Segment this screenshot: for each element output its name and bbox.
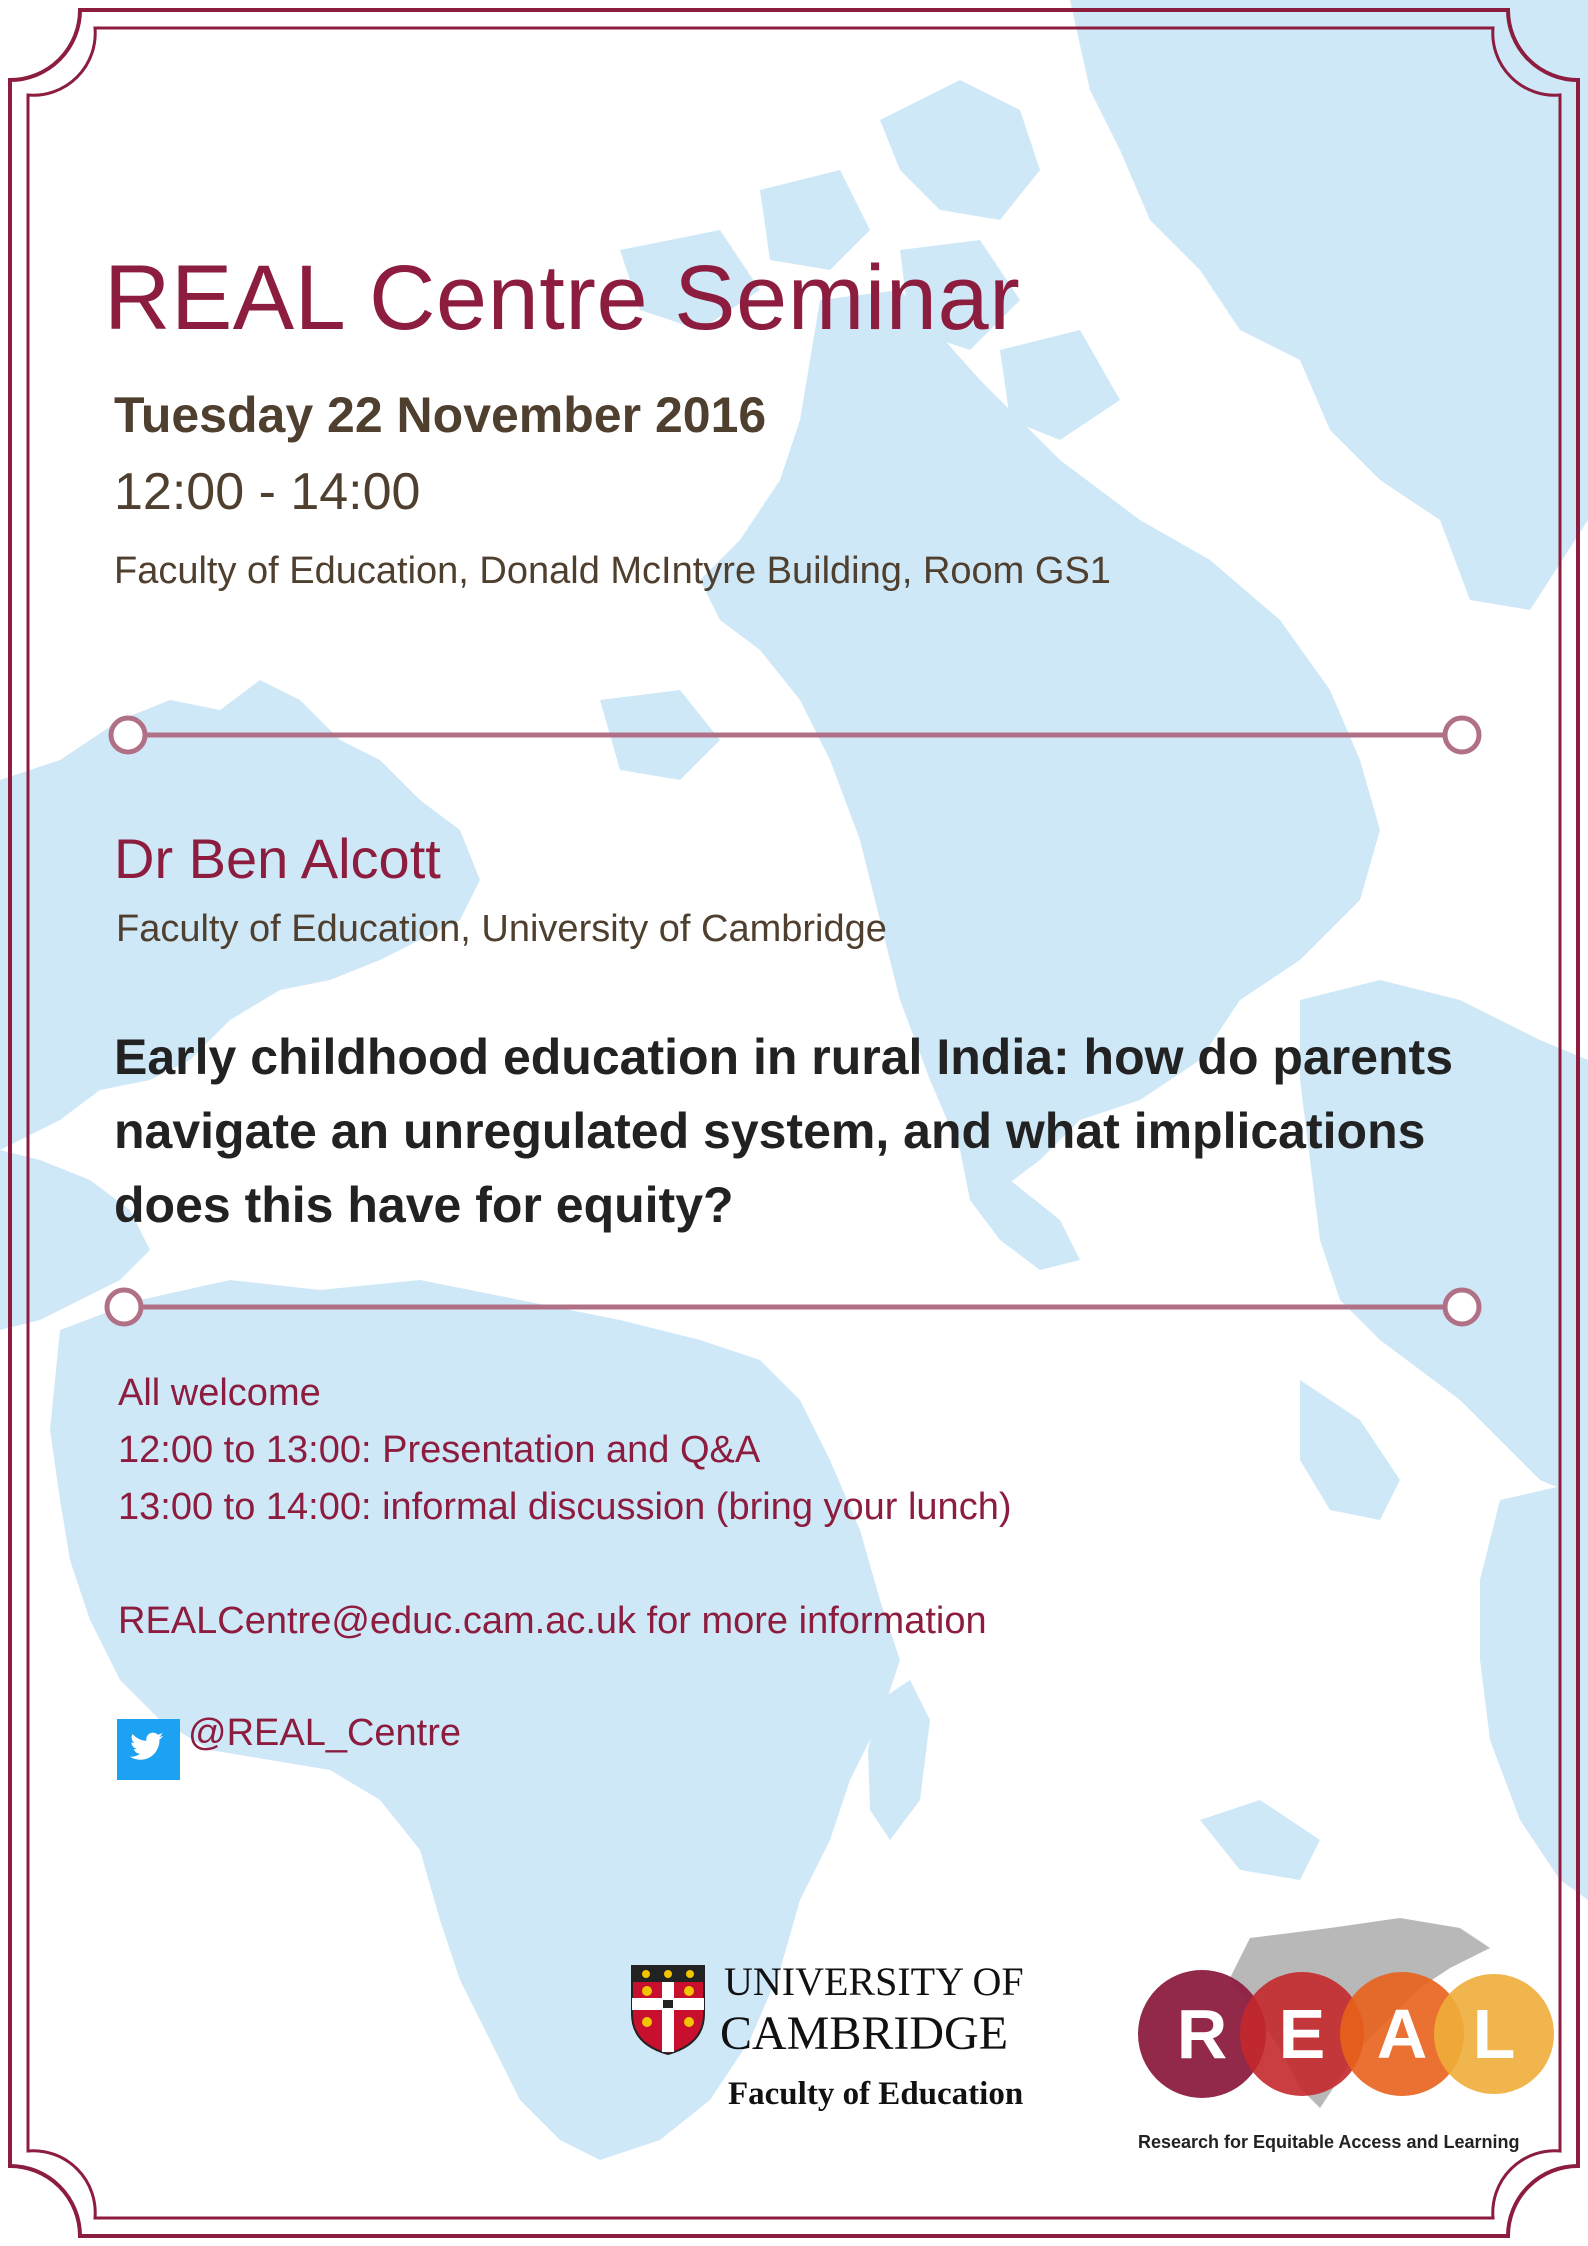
talk-title: Early childhood education in rural India: how do parents navigate an unregulated system, and what implications does this have for equity?	[114, 1029, 1454, 1233]
real-letter-l: L	[1472, 1995, 1516, 2073]
event-date: Tuesday 22 November 2016	[114, 387, 767, 443]
real-letter-a: A	[1376, 1995, 1428, 2073]
contact-email[interactable]: REALCentre@educ.cam.ac.uk for more information	[118, 1600, 987, 1642]
twitter-handle[interactable]: @REAL_Centre	[188, 1712, 462, 1754]
divider-top	[100, 710, 1490, 760]
all-welcome: All welcome	[118, 1372, 321, 1414]
cambridge-crest-icon	[630, 1964, 706, 2056]
page-title: REAL Centre Seminar	[104, 247, 1021, 349]
real-logo	[1130, 1908, 1562, 2128]
event-venue: Faculty of Education, Donald McIntyre Building, Room GS1	[114, 550, 1111, 592]
cambridge-logo	[628, 1959, 1058, 2124]
schedule-presentation: 12:00 to 13:00: Presentation and Q&A	[118, 1429, 761, 1471]
speaker-name: Dr Ben Alcott	[114, 827, 441, 890]
event-time: 12:00 - 14:00	[114, 463, 421, 521]
cambridge-line1: UNIVERSITY OF	[724, 1959, 1024, 2004]
twitter-icon[interactable]	[117, 1719, 180, 1780]
real-letter-e: E	[1278, 1995, 1326, 2073]
speaker-affiliation: Faculty of Education, University of Cambridge	[116, 908, 887, 950]
cambridge-line3: Faculty of Education	[728, 2076, 1024, 2112]
divider-bottom	[96, 1282, 1486, 1332]
real-caption: Research for Equitable Access and Learning	[1138, 2132, 1520, 2152]
cambridge-line2: CAMBRIDGE	[720, 2007, 1009, 2060]
real-letter-r: R	[1176, 1995, 1228, 2073]
schedule-discussion: 13:00 to 14:00: informal discussion (bring your lunch)	[118, 1486, 1012, 1528]
